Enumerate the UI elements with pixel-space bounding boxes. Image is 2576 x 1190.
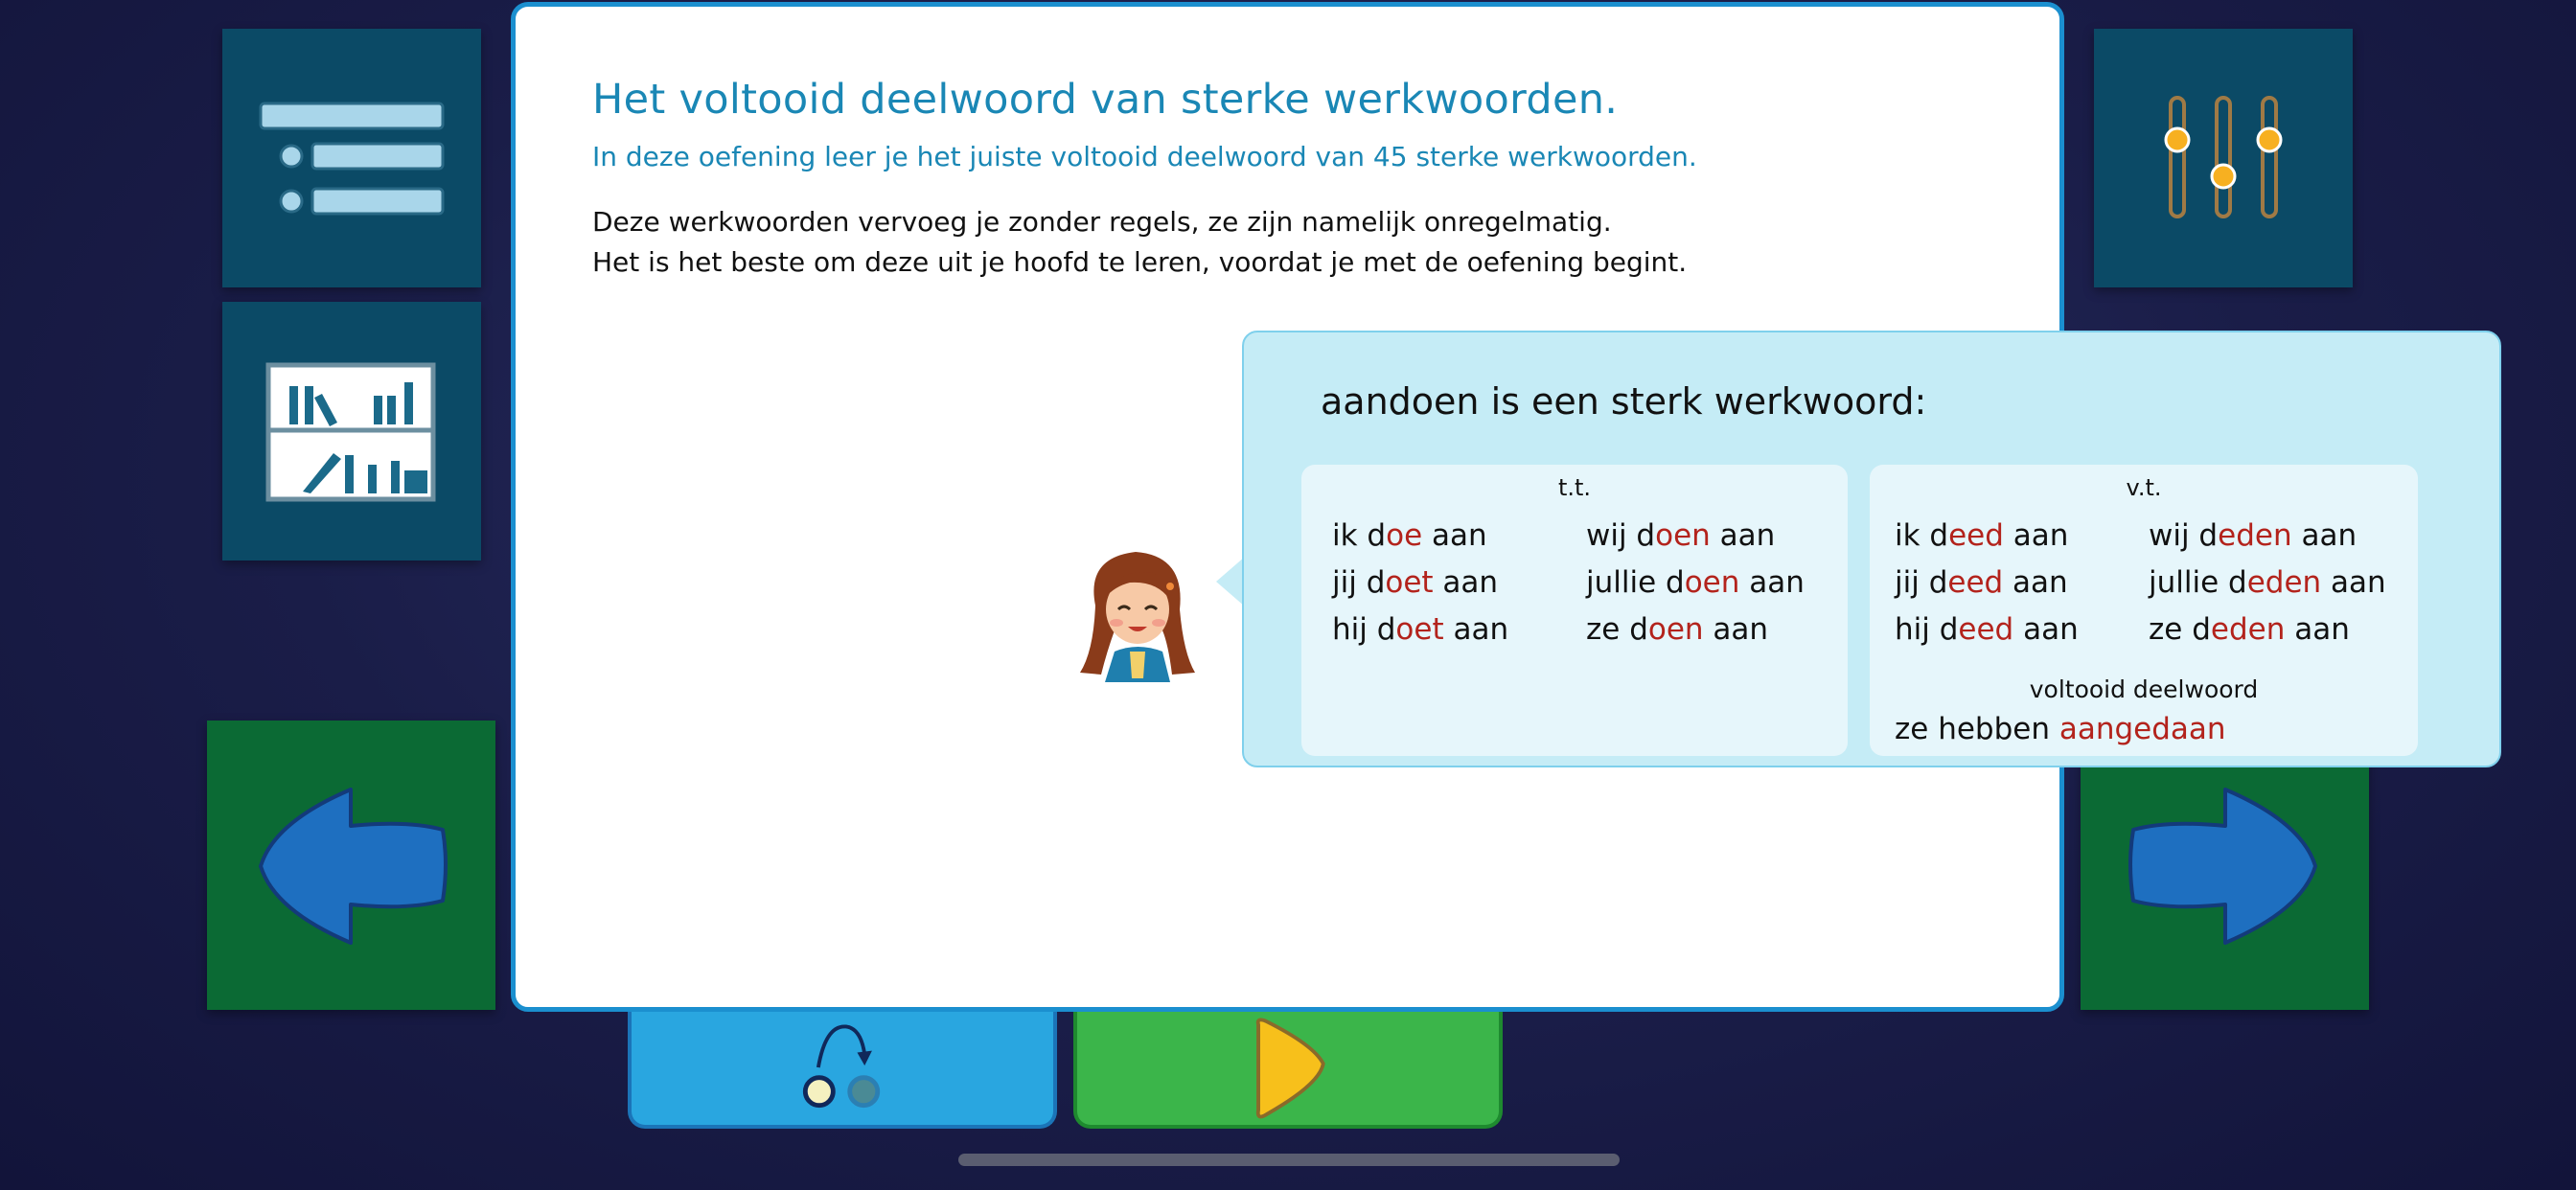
restart-icon (632, 1012, 1053, 1125)
intro-line-1: Deze werkwoorden vervoeg je zonder regels, ze zijn namelijk onregelmatig. (592, 206, 1612, 238)
conjugation-row: hij doet aan (1332, 612, 1509, 647)
speech-bubble-tail (1216, 557, 1245, 606)
present-tense-label: t.t. (1557, 474, 1592, 501)
conjugation-row: hij deed aan (1895, 612, 2079, 647)
conjugation-row: ik doe aan (1332, 518, 1487, 553)
participle-row: ze hebben aangedaan (1895, 712, 2226, 746)
list-icon (222, 29, 481, 287)
library-button[interactable] (222, 302, 481, 561)
conjugation-row: jullie doen aan (1586, 565, 1805, 600)
lesson-card (511, 2, 2386, 1012)
home-indicator (958, 1154, 1620, 1166)
conjugation-row: jullie deden aan (2149, 565, 2386, 600)
avatar (1076, 538, 1201, 682)
conjugation-row: ik deed aan (1895, 518, 2069, 553)
past-tense-label: v.t. (2126, 474, 2162, 501)
conjugation-row: jij deed aan (1895, 565, 2068, 600)
play-button[interactable] (1073, 1012, 1503, 1129)
present-tense-panel (1301, 465, 1848, 756)
participle-label: voltooid deelwoord (2029, 675, 2259, 703)
conjugation-row: jij doet aan (1332, 565, 1499, 600)
restart-button[interactable] (628, 1012, 1057, 1129)
past-tense-panel (1870, 465, 2418, 756)
sliders-icon (2094, 29, 2353, 287)
conjugation-row: wij deden aan (2149, 518, 2358, 553)
conjugation-row: wij doen aan (1586, 518, 1776, 553)
conjugation-row: ze doen aan (1586, 612, 1769, 647)
menu-button[interactable] (222, 29, 481, 287)
settings-button[interactable] (2094, 29, 2353, 287)
conjugation-row: ze deden aan (2149, 612, 2350, 647)
bubble-title: aandoen is een sterk werkwoord: (1321, 380, 1927, 423)
speech-bubble (1242, 331, 2501, 767)
arrow-left-icon (207, 721, 495, 1010)
lesson-title: Het voltooid deelwoord van sterke werkwoorden. (592, 76, 1619, 124)
lesson-subtitle: In deze oefening leer je het juiste voltooid deelwoord van 45 sterke werkwoorden. (592, 141, 1697, 172)
bookshelf-icon (222, 302, 481, 561)
play-icon (1077, 1012, 1499, 1125)
back-button[interactable] (207, 721, 495, 1010)
intro-line-2: Het is het beste om deze uit je hoofd te leren, voordat je met de oefening begint. (592, 246, 1688, 278)
